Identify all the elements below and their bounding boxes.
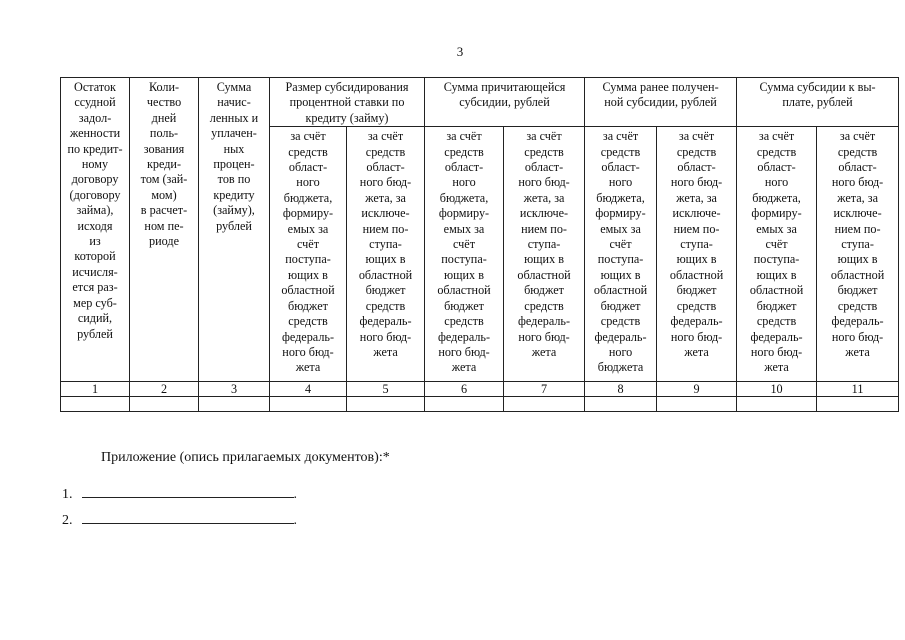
attachment-item-1: [62, 483, 297, 503]
column-number: 2: [130, 382, 199, 397]
subheader-col-8: за счёт средств област- ного бюджета, формиру- емых за счёт поступа- ющих в областной бюджет средств федераль- ного бюджета: [585, 127, 657, 382]
header-group-due: Сумма причитающейся субсидии, рублей: [425, 78, 585, 127]
subheader-col-4: за счёт средств област- ного бюджета, формиру- емых за счёт поступа- ющих в областной бюджет средств федераль- ного бюд- жета: [270, 127, 347, 382]
subheader-col-9: за счёт средств област- ного бюд- жета, за исключе- нием по- ступа- ющих в областной бюджет средств федераль- ного бюд- жета: [657, 127, 737, 382]
header-col-2: Коли- чество дней поль- зования креди- том (зай- мом) в расчет- ном пе- риоде: [130, 78, 199, 382]
empty-data-row: [61, 397, 899, 412]
attachment-title: Приложение (опись прилагаемых документов):*: [101, 450, 390, 465]
page-number: 3: [456, 44, 464, 59]
empty-cell[interactable]: [425, 397, 504, 412]
column-number: 10: [737, 382, 817, 397]
empty-cell[interactable]: [270, 397, 347, 412]
subheader-col-6: за счёт средств област- ного бюджета, формиру- емых за счёт поступа- ющих в областной бюджет средств федераль- ного бюд- жета: [425, 127, 504, 382]
empty-cell[interactable]: [737, 397, 817, 412]
empty-cell[interactable]: [817, 397, 899, 412]
column-number: 6: [425, 382, 504, 397]
subheader-col-10: за счёт средств област- ного бюджета, формиру- емых за счёт поступа- ющих в областной бюджет средств федераль- ного бюд- жета: [737, 127, 817, 382]
column-number: 9: [657, 382, 737, 397]
column-number: 8: [585, 382, 657, 397]
header-group-received: Сумма ранее получен- ной субсидии, рублей: [585, 78, 737, 127]
subheader-col-5: за счёт средств област- ного бюд- жета, за исключе- нием по- ступа- ющих в областной бюджет средств федераль- ного бюд- жета: [347, 127, 425, 382]
empty-cell[interactable]: [61, 397, 130, 412]
empty-cell[interactable]: [347, 397, 425, 412]
header-col-1: Остаток ссудной задол- женности по кредит- ному договору (договору займа), исходя из которой исчисля- ется раз- мер суб- сидий, рублей: [61, 78, 130, 382]
subheader-col-7: за счёт средств област- ного бюд- жета, за исключе- нием по- ступа- ющих в областной бюджет средств федераль- ного бюд- жета: [504, 127, 585, 382]
empty-cell[interactable]: [199, 397, 270, 412]
blank-line[interactable]: [82, 509, 294, 524]
header-group-payout: Сумма субсидии к вы- плате, рублей: [737, 78, 899, 127]
column-number: 3: [199, 382, 270, 397]
item-number: 2.: [62, 513, 73, 528]
empty-cell[interactable]: [130, 397, 199, 412]
column-number: 11: [817, 382, 899, 397]
item-end: .: [293, 487, 297, 502]
column-number-row: [61, 382, 899, 397]
column-number: 7: [504, 382, 585, 397]
column-number: 1: [61, 382, 130, 397]
empty-cell[interactable]: [657, 397, 737, 412]
column-number: 5: [347, 382, 425, 397]
empty-cell[interactable]: [504, 397, 585, 412]
empty-cell[interactable]: [585, 397, 657, 412]
column-number: 4: [270, 382, 347, 397]
attachment-item-2: [62, 509, 297, 529]
item-end: .: [293, 513, 297, 528]
header-group-rate: Размер субсидирования процентной ставки по кредиту (займу): [270, 78, 425, 127]
subsidy-table: [60, 77, 899, 412]
subheader-col-11: за счёт средств област- ного бюд- жета, за исключе- нием по- ступа- ющих в областной бюджет средств федераль- ного бюд- жета: [817, 127, 899, 382]
item-number: 1.: [62, 487, 73, 502]
blank-line[interactable]: [82, 483, 294, 498]
header-col-3: Сумма начис- ленных и уплачен- ных процен- тов по кредиту (займу), рублей: [199, 78, 270, 382]
